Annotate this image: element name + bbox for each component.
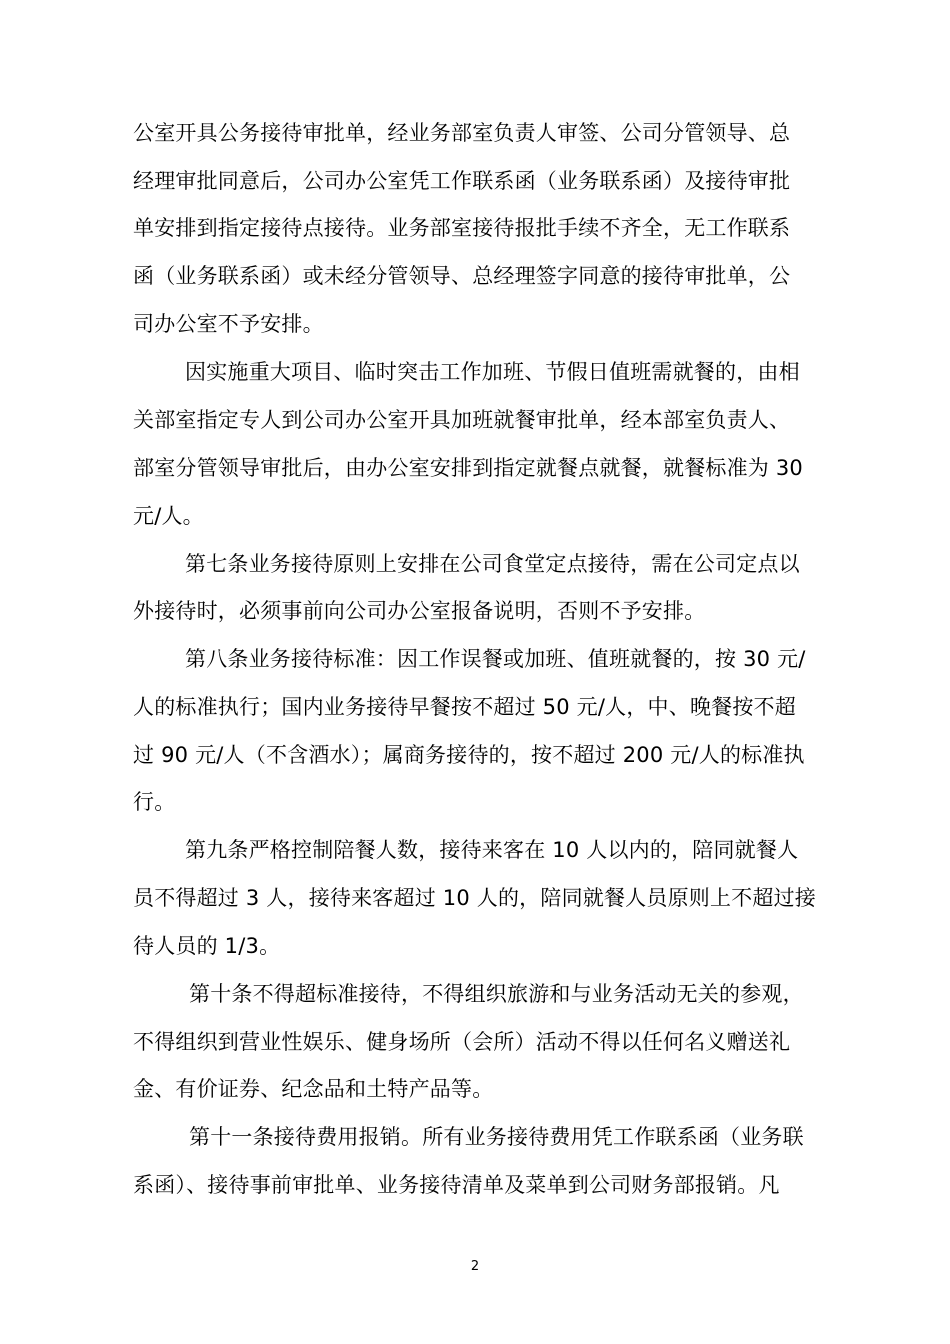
paragraph-5-line-1: 第九条严格控制陪餐人数，接待来客在 10 人以内的，陪同就餐人 [185,838,799,862]
paragraph-2-line-1: 因实施重大项目、临时突击工作加班、节假日值班需就餐的，由相 [185,360,800,384]
paragraph-6-line-1: 第十条不得超标准接待，不得组织旅游和与业务活动无关的参观， [189,982,804,1006]
page-number: 2 [470,1259,480,1274]
paragraph-2-line-3: 部室分管领导审批后，由办公室安排到指定就餐点就餐，就餐标准为 30 [133,456,803,480]
paragraph-2-line-2: 关部室指定专人到公司办公室开具加班就餐审批单，经本部室负责人、 [133,408,791,432]
paragraph-4-line-2: 人的标准执行；国内业务接待早餐按不超过 50 元/人，中、晚餐按不超 [133,695,796,719]
paragraph-1-line-3: 单安排到指定接待点接待。业务部室接待报批手续不齐全，无工作联系 [133,216,791,240]
paragraph-1-line-5: 司办公室不予安排。 [133,312,324,336]
paragraph-4-line-4: 行。 [133,790,176,814]
paragraph-5-line-2: 员不得超过 3 人，接待来客超过 10 人的，陪同就餐人员原则上不超过接 [133,886,816,910]
paragraph-4-line-3: 过 90 元/人（不含酒水）；属商务接待的，按不超过 200 元/人的标准执 [133,743,805,767]
paragraph-3-line-2: 外接待时，必须事前向公司办公室报备说明，否则不予安排。 [133,599,706,623]
paragraph-3-line-1: 第七条业务接待原则上安排在公司食堂定点接待，需在公司定点以 [185,552,800,576]
paragraph-6-line-3: 金、有价证券、纪念品和土特产品等。 [133,1077,494,1101]
paragraph-4-line-1: 第八条业务接待标准：因工作误餐或加班、值班就餐的，按 30 元/ [185,647,806,671]
paragraph-2-line-4: 元/人。 [133,504,204,528]
paragraph-6-line-2: 不得组织到营业性娱乐、健身场所（会所）活动不得以任何名义赠送礼 [133,1030,791,1054]
paragraph-5-line-3: 待人员的 1/3。 [133,934,281,958]
paragraph-7-line-2: 系函）、接待事前审批单、业务接待清单及菜单到公司财务部报销。凡 [133,1173,780,1197]
paragraph-1-line-4: 函（业务联系函）或未经分管领导、总经理签字同意的接待审批单，公 [133,264,791,288]
paragraph-1-line-1: 公室开具公务接待审批单，经业务部室负责人审签、公司分管领导、总 [133,121,791,145]
paragraph-7-line-1: 第十一条接待费用报销。所有业务接待费用凭工作联系函（业务联 [189,1125,804,1149]
paragraph-1-line-2: 经理审批同意后，公司办公室凭工作联系函（业务联系函）及接待审批 [133,169,791,193]
